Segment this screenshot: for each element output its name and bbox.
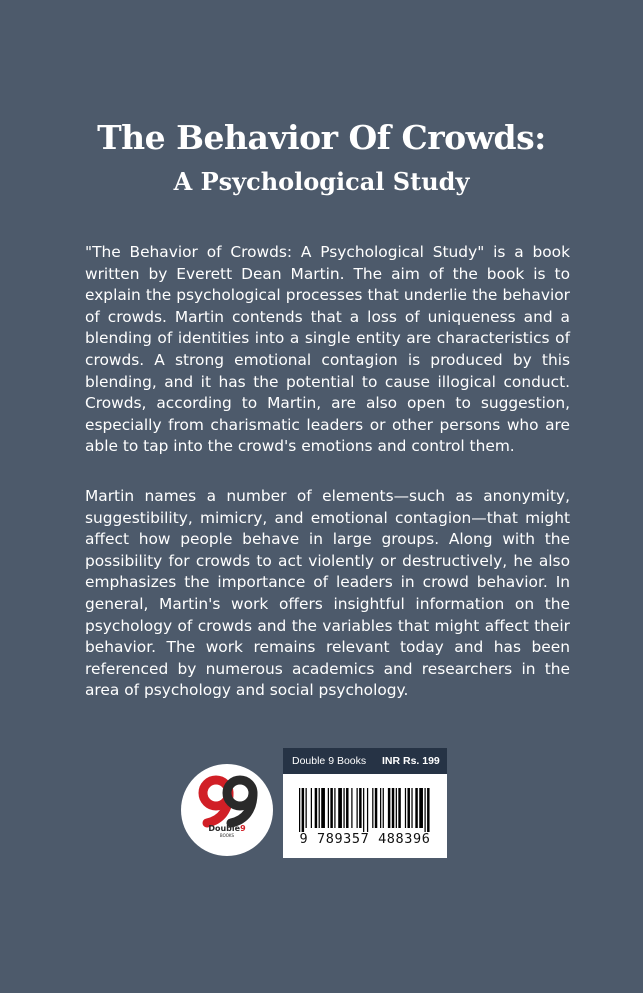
barcode-bar [380, 788, 381, 828]
barcode-bar [367, 788, 368, 832]
barcode-bar [321, 788, 325, 828]
book-title: The Behavior Of Crowds: [97, 118, 546, 157]
barcode [299, 788, 431, 832]
barcode-bar [388, 788, 390, 828]
blurb-paragraph-2: Martin names a number of elements—such as anonymity, suggestibility, mimicry, and emotional contagion—that might affect how people behave in large groups. Along with the possibility for crowds to act violently or destructively, he also emphasizes the importance of leaders in crowd behavior. In general, Martin's work offers insightful information on the psychology of crowds and the variables that might affect their behavior. The work remains relevant today and has been referenced by numerous academics and researchers in the area of psychology and social psychology. [85, 487, 570, 700]
barcode-bar [363, 788, 364, 832]
barcode-bar [343, 788, 344, 828]
barcode-bar [330, 788, 332, 828]
barcode-bar [415, 788, 417, 828]
barcode-bar [398, 788, 400, 828]
isbn-number: 9 789357 488396 [299, 831, 431, 847]
barcode-bar [392, 788, 394, 828]
barcode-bar [427, 788, 429, 832]
logo-tagline: BOOKS [219, 833, 235, 838]
price-bar [283, 748, 447, 774]
barcode-bar [334, 788, 335, 828]
barcode-bar [338, 788, 342, 828]
barcode-bar [319, 788, 320, 828]
barcode-bar [372, 788, 373, 828]
barcode-bar [302, 788, 304, 832]
barcode-bar [424, 788, 425, 832]
blurb-paragraph-1: "The Behavior of Crowds: A Psychological Study" is a book written by Everett Dean Martin. The aim of the book is to explain the psychological processes that underlie the behavior of crowds. Martin contends that a loss of uniqueness and a blending of identities into a single entity are characteristics of crowds. A strong emotional contagion is produced by this blending, and it has the potential to cause illogical conduct. Crowds, according to Martin, are also open to suggestion, especially from charismatic leaders or other persons who are able to tap into the crowd's emotions and control them. [85, 243, 570, 456]
logo-wordmark-name: Double [208, 824, 241, 833]
price-label: INR Rs. 199 [382, 755, 440, 767]
barcode-bar [315, 788, 317, 828]
publisher-logo [181, 764, 273, 856]
book-subtitle: A Psychological Study [173, 167, 470, 196]
barcode-bar [411, 788, 412, 828]
double-9-logo-icon [181, 764, 273, 856]
barcode-bar [328, 788, 329, 828]
barcode-bar [346, 788, 348, 828]
barcode-bar [407, 788, 409, 828]
barcode-bar [299, 788, 300, 832]
barcode-bar [396, 788, 397, 828]
barcode-bar [351, 788, 352, 828]
logo-wordmark-suffix: 9 [240, 824, 246, 833]
logo-wordmark [181, 824, 273, 833]
barcode-bar [306, 788, 307, 828]
barcode-bar [357, 788, 358, 828]
barcode-bar [311, 788, 312, 828]
barcode-bar [405, 788, 406, 828]
barcode-bar [375, 788, 377, 828]
barcode-bar [359, 788, 361, 828]
publisher-name: Double 9 Books [292, 755, 367, 767]
barcode-bar [383, 788, 384, 828]
barcode-bar [419, 788, 423, 828]
price-barcode-block [283, 748, 447, 858]
